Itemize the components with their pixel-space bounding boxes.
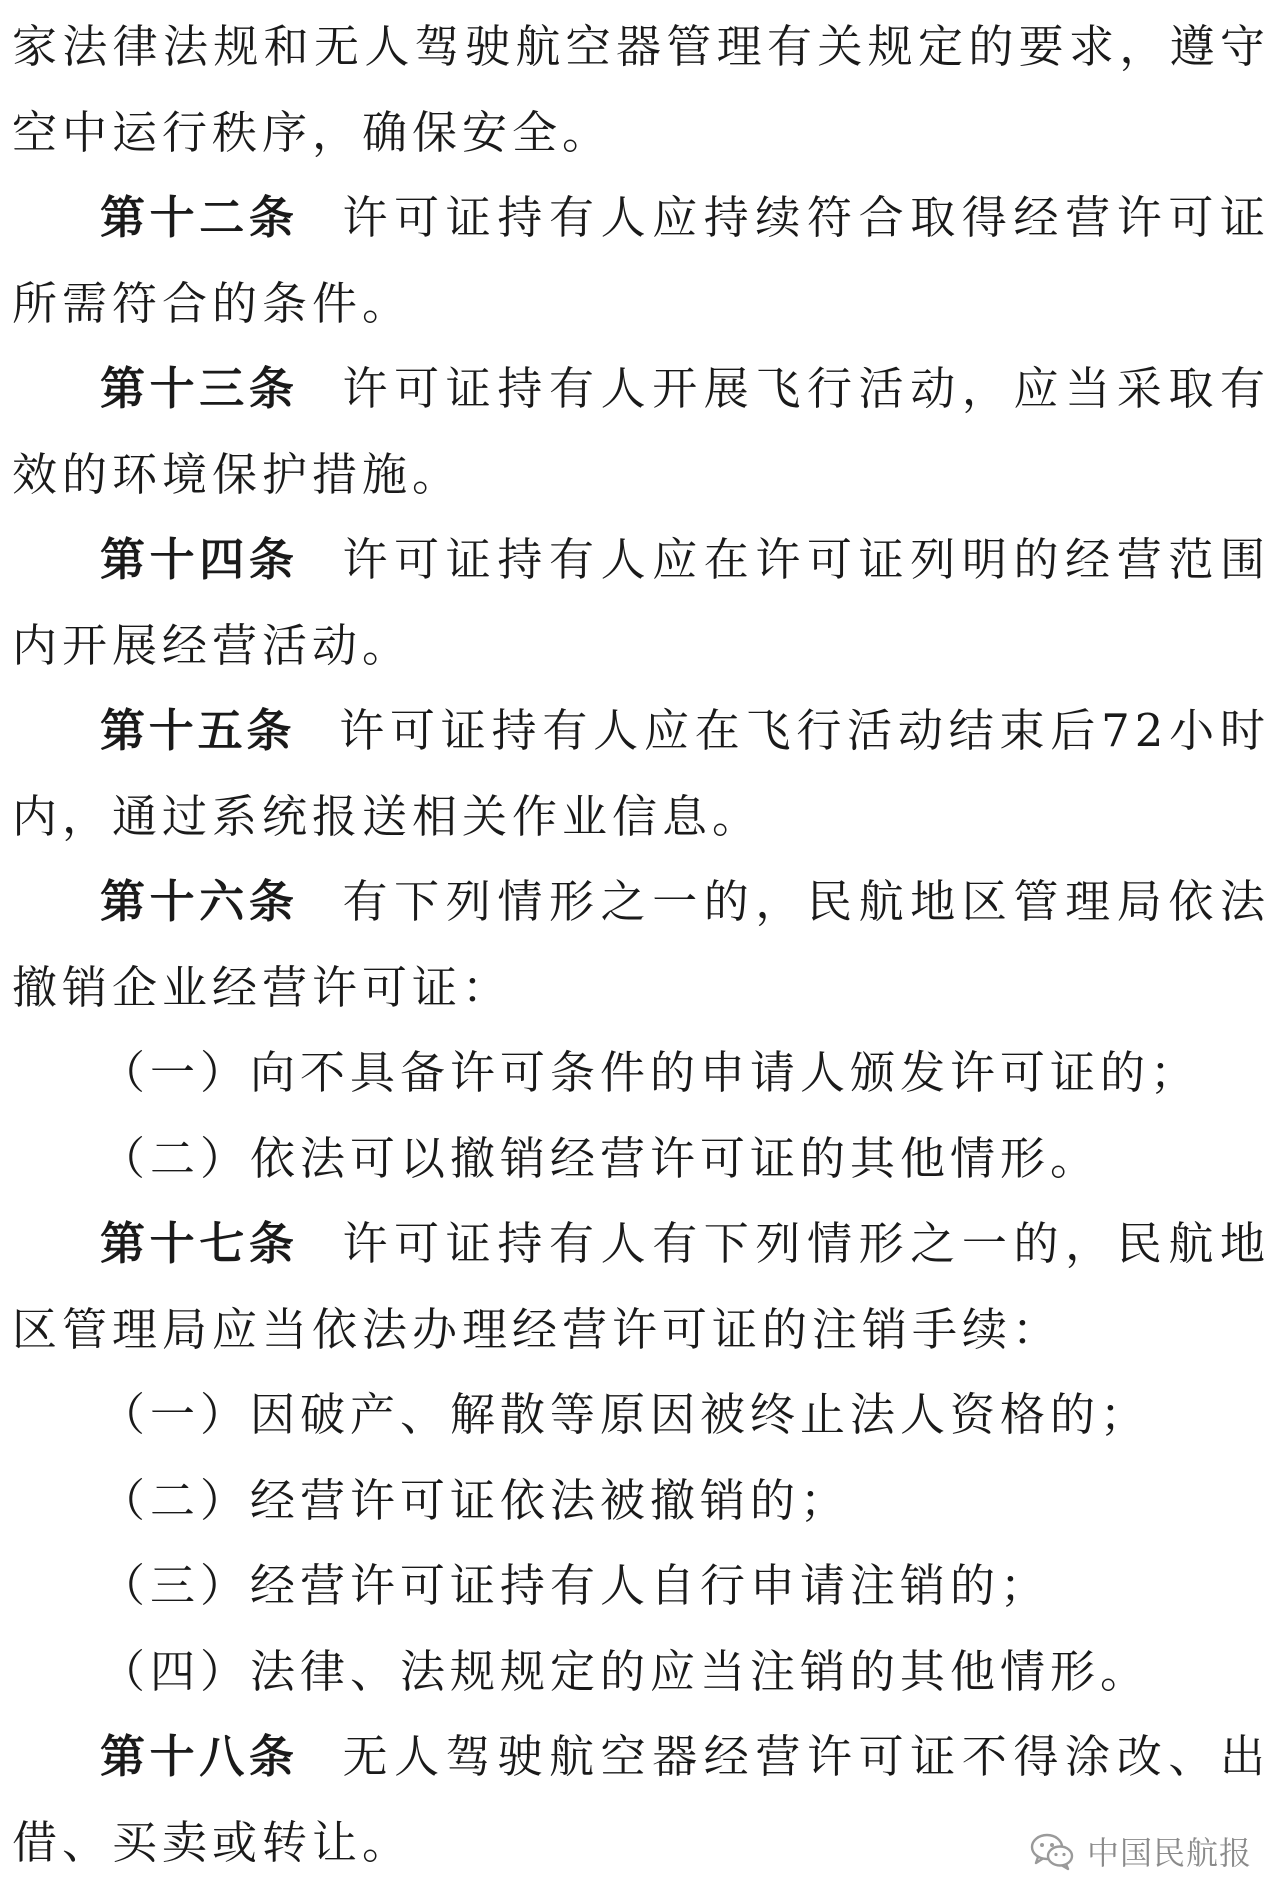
list-item (12, 1629, 1270, 1715)
paragraph-text: 家法律法规和无人驾驶航空器管理有关规定的要求，遵守空中运行秩序，确保安全。 (12, 20, 1270, 159)
article-text: 许可证持有人应持续符合取得经营许可证所需符合的条件。 (12, 191, 1270, 330)
article-label: 第十二条 (100, 191, 299, 244)
article-16 (12, 859, 1270, 1030)
article-13 (12, 346, 1270, 517)
article-17 (12, 1201, 1270, 1372)
list-item-text: （三）经营许可证持有人自行申请注销的； (100, 1559, 1051, 1612)
article-text: 许可证持有人开展飞行活动，应当采取有效的环境保护措施。 (12, 362, 1270, 501)
article-text: 无人驾驶航空器经营许可证不得涂改、出借、买卖或转让。 (12, 1730, 1270, 1869)
article-text: 有下列情形之一的，民航地区管理局依法撤销企业经营许可证： (12, 875, 1270, 1014)
watermark (1029, 1828, 1252, 1874)
article-label: 第十六条 (100, 875, 299, 928)
article-14 (12, 517, 1270, 688)
article-label: 第十四条 (100, 533, 299, 586)
article-15 (12, 688, 1270, 859)
article-text: 许可证持有人应在许可证列明的经营范围内开展经营活动。 (12, 533, 1270, 672)
article-label: 第十七条 (100, 1217, 299, 1270)
list-item (12, 1030, 1270, 1116)
paragraph-continuation (12, 4, 1270, 175)
list-item (12, 1372, 1270, 1458)
list-item-text: （一）向不具备许可条件的申请人颁发许可证的； (100, 1046, 1201, 1099)
article-text: 许可证持有人有下列情形之一的，民航地区管理局应当依法办理经营许可证的注销手续： (12, 1217, 1270, 1356)
article-12 (12, 175, 1270, 346)
article-label: 第十三条 (100, 362, 299, 415)
article-label: 第十八条 (100, 1730, 299, 1783)
list-item (12, 1458, 1270, 1544)
wechat-icon (1029, 1831, 1075, 1871)
list-item-text: （二）依法可以撤销经营许可证的其他情形。 (100, 1131, 1101, 1185)
list-item-text: （二）经营许可证依法被撤销的； (100, 1473, 851, 1527)
article-text: 许可证持有人应在飞行活动结束后72小时内，通过系统报送相关作业信息。 (12, 704, 1270, 843)
list-item (12, 1116, 1270, 1202)
article-label: 第十五条 (100, 704, 296, 757)
watermark-text: 中国民航报 (1086, 1834, 1252, 1872)
list-item (12, 1543, 1270, 1629)
list-item-text: （一）因破产、解散等原因被终止法人资格的； (100, 1388, 1151, 1441)
list-item-text: （四）法律、法规规定的应当注销的其他情形。 (100, 1644, 1151, 1698)
